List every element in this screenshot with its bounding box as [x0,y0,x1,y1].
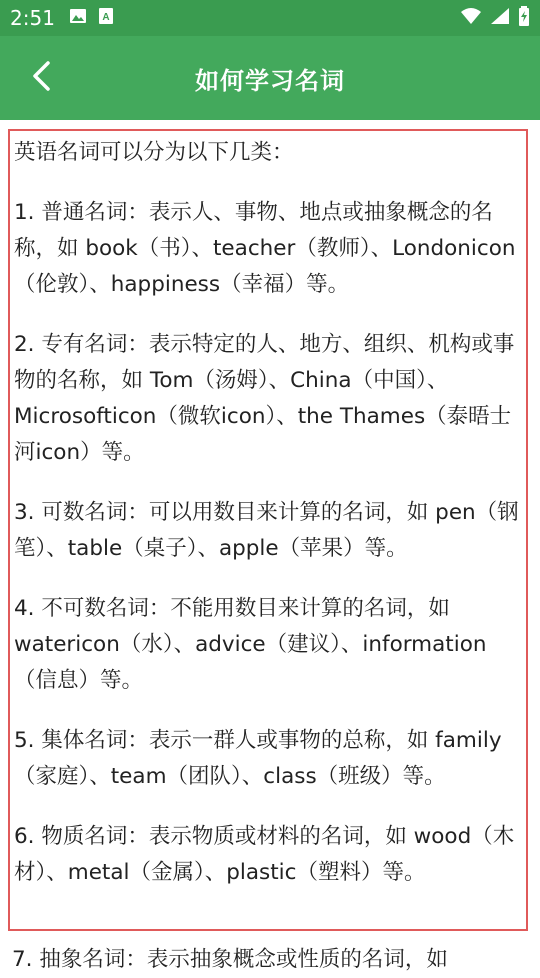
list-item: 1. 普通名词：表示人、事物、地点或抽象概念的名称，如 book（书）、teacher（教师）、Londonicon（伦敦）、happiness（幸福）等。 [14,200,516,297]
status-right-icons [460,6,530,30]
battery-icon [518,6,530,30]
wifi-icon [460,7,482,29]
status-bar [0,0,540,36]
app-bar [0,36,540,120]
image-icon [69,7,87,29]
page-title: 如何学习名词 [195,66,345,95]
content-text [14,131,528,891]
list-item: 5. 集体名词：表示一群人或事物的总称，如 family（家庭）、team（团队）、class（班级）等。 [14,728,502,789]
list-item: 3. 可数名词：可以用数目来计算的名词，如 pen（钢笔）、table（桌子）、apple（苹果）等。 [14,500,519,561]
text-icon [97,7,115,29]
intro-text: 英语名词可以分为以下几类： [14,140,294,165]
list-item: 4. 不可数名词：不能用数目来计算的名词，如 watericon（水）、advice（建议）、information（信息）等。 [14,596,487,693]
status-left-icons [69,7,115,29]
content-box [8,129,528,931]
status-time: 2:51 [10,6,55,30]
svg-text:A: A [102,12,110,23]
back-arrow-icon [30,60,54,96]
list-item: 2. 专有名词：表示特定的人、地方、组织、机构或事物的名称，如 Tom（汤姆）、China（中国）、Microsofticon（微软icon）、the Thames（泰晤士河icon）等。 [14,332,515,465]
overflow-text: 7. 抽象名词：表示抽象概念或性质的名词，如 [12,947,448,972]
back-button[interactable] [18,56,66,100]
signal-icon [490,7,510,29]
list-item: 6. 物质名词：表示物质或材料的名词，如 wood（木材）、metal（金属）、plastic（塑料）等。 [14,824,515,885]
